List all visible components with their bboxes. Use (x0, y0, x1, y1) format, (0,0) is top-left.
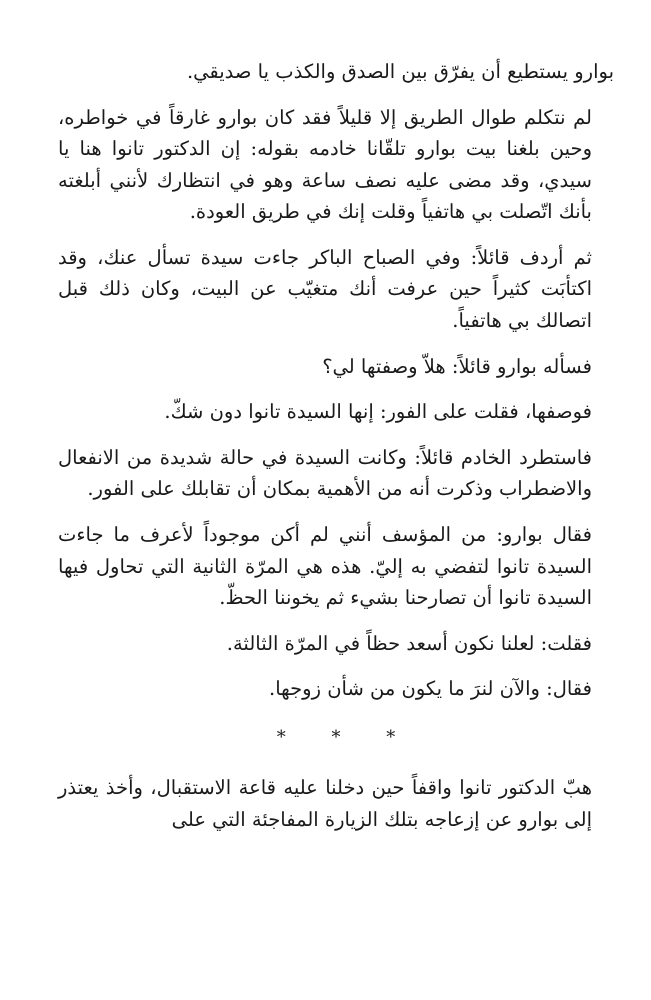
paragraph-2: لم نتكلم طوال الطريق إلا قليلاً فقد كان بوارو غارقاً في خواطره، وحين بلغنا بيت بوارو تلقّانا خادمه بقوله: إن الدكتور تانوا هنا يا سيدي، وقد مضى عليه نصف ساعة وهو في انتظارك لأنني أبلغته بأنك اتّصلت بي هاتفياً وقلت إنك في طريق العودة. (58, 105, 592, 224)
paragraph-6: فاستطرد الخادم قائلاً: وكانت السيدة في حالة شديدة من الانفعال والاضطراب وذكرت أنه من الأهمية بمكان أن تقابلك على الفور. (58, 445, 592, 501)
book-page (58, 56, 614, 849)
paragraph-4: فسأله بوارو قائلاً: هلاّ وصفتها لي؟ (322, 354, 592, 378)
paragraph-7: فقال بوارو: من المؤسف أنني لم أكن موجوداً لأعرف ما جاءت السيدة تانوا لتفضي به إليّ. هذه هي المرّة الثانية التي تحاول فيها السيدة تانوا أن تصارحنا بشيء ثم يخوننا الحظّ. (58, 522, 592, 610)
section-divider: * * * (276, 726, 416, 748)
paragraph-9: فقال: والآن لنرَ ما يكون من شأن زوجها. (269, 677, 592, 701)
paragraph-1: بوارو يستطيع أن يفرّق بين الصدق والكذب يا صديقي. (186, 60, 614, 83)
paragraph-8: فقلت: لعلنا نكون أسعد حظاً في المرّة الثالثة. (226, 631, 592, 655)
paragraph-5: فوصفها، فقلت على الفور: إنها السيدة تانوا دون شكّ. (164, 400, 592, 424)
paragraph-3: ثم أردف قائلاً: وفي الصباح الباكر جاءت سيدة تسأل عنك، وقد اكتأبَت كثيراً حين عرفت أنك متغيّب عن البيت، وكان ذلك قبل اتصالك بي هاتفياً. (58, 245, 592, 333)
paragraph-10: هبّ الدكتور تانوا واقفاً حين دخلنا عليه قاعة الاستقبال، وأخذ يعتذر إلى بوارو عن إزعاجه بتلك الزيارة المفاجئة التي على (58, 775, 592, 831)
